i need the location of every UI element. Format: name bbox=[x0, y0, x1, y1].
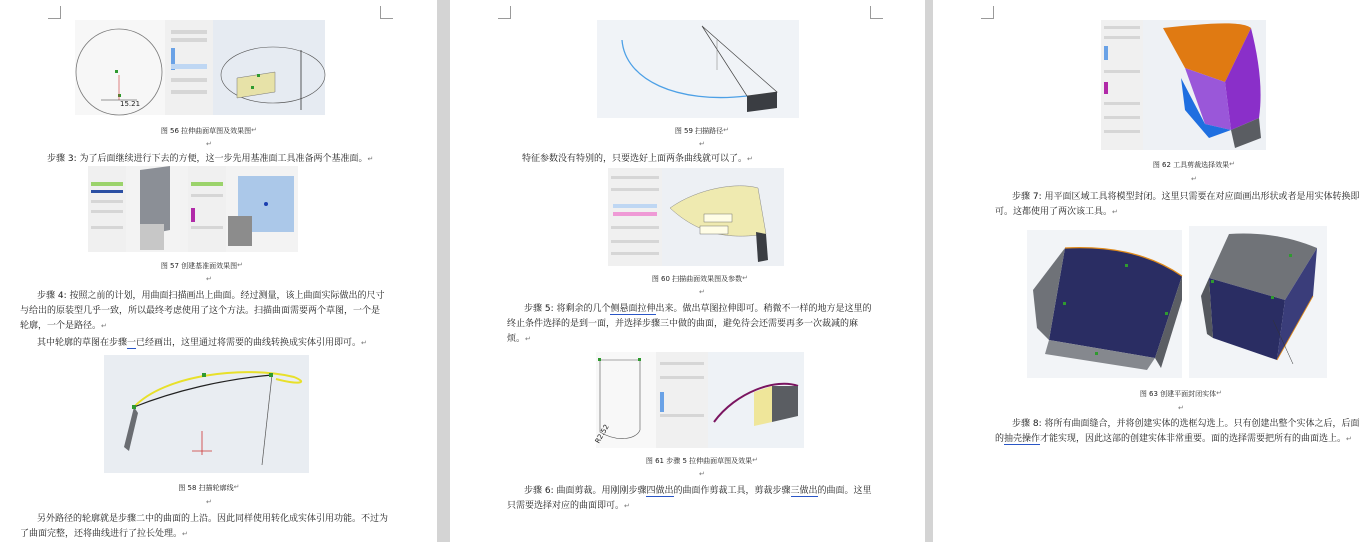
figure-60-image[interactable] bbox=[608, 168, 784, 266]
figure-57-caption: 图 57 创建基准面效果图 ↵ bbox=[160, 261, 244, 270]
paragraph-mark: ↵ bbox=[699, 288, 705, 296]
step-6-paragraph: 步骤 6: 曲面剪裁。用刚刚步骤四做出的曲面作剪裁工具，剪裁步骤三做出的曲面。这里只需要选择对应的曲面即可。↵ bbox=[507, 486, 872, 511]
figure-58-svg bbox=[104, 355, 309, 473]
figure-63-left-svg bbox=[1027, 230, 1182, 378]
path-paragraph: 另外路径的轮廓就是步骤二中的曲面的上沿。因此同样使用转化成实体引用功能。不过为了曲面完整，还将曲线进行了拉长处理。↵ bbox=[20, 514, 389, 539]
figure-63-image-left[interactable] bbox=[1027, 230, 1182, 378]
paragraph-mark: ↵ bbox=[206, 275, 212, 283]
paragraph-mark: ↵ bbox=[206, 140, 212, 148]
crop-mark bbox=[48, 6, 61, 19]
figure-63-right-svg bbox=[1189, 226, 1327, 378]
step-8-paragraph: 步骤 8: 将所有曲面缝合，并将创建实体的选框勾选上。只有创建出整个实体之后，后面的抽壳操作才能实现，因此这部的创建实体非常重要。面的选择需要把所有的曲面选上。↵ bbox=[995, 419, 1360, 444]
step-reference-link[interactable]: 四做出 bbox=[646, 486, 674, 496]
paragraph-mark: ↵ bbox=[1191, 175, 1197, 183]
dimension-label: R2.52 bbox=[593, 423, 611, 445]
figure-58-image[interactable] bbox=[104, 355, 309, 473]
figure-63-caption: 图 63 创建平面封闭实体 ↵ bbox=[1139, 389, 1223, 398]
figure-58-caption: 图 58 扫描轮廓线 ↵ bbox=[178, 483, 240, 492]
figure-61-svg bbox=[593, 352, 804, 448]
figure-56-svg bbox=[75, 20, 325, 115]
crop-mark bbox=[498, 6, 511, 19]
step-4-continuation: 其中轮廓的草图在步骤一已经画出，这里通过将需要的曲线转换成实体引用即可。↵ bbox=[37, 338, 367, 348]
step-reference-link[interactable]: 一 bbox=[127, 338, 137, 348]
paragraph-mark: ↵ bbox=[699, 140, 705, 148]
feature-paragraph: 特征参数没有特别的，只要选好上面两条曲线就可以了。↵ bbox=[522, 154, 753, 164]
step-reference-link[interactable]: 三做出 bbox=[790, 486, 818, 496]
figure-60-svg bbox=[608, 168, 784, 266]
step-reference-link[interactable]: 抽壳操作 bbox=[1004, 434, 1041, 444]
figure-59-svg bbox=[597, 20, 799, 118]
document-page-3 bbox=[933, 0, 1368, 542]
figure-59-caption: 图 59 扫描路径 ↵ bbox=[674, 126, 730, 135]
figure-62-caption: 图 62 工具剪裁选择效果 ↵ bbox=[1152, 160, 1236, 169]
figure-60-caption: 图 60 扫描曲面效果图及参数 ↵ bbox=[651, 274, 749, 283]
dimension-label: 15.21 bbox=[120, 100, 141, 108]
figure-62-svg bbox=[1101, 20, 1266, 150]
paragraph-mark: ↵ bbox=[206, 498, 212, 506]
crop-mark bbox=[380, 6, 393, 19]
step-reference-link[interactable]: 侧悬面拉伸 bbox=[610, 304, 656, 314]
figure-59-image[interactable] bbox=[597, 20, 799, 118]
step-7-paragraph: 步骤 7: 用平面区域工具将模型封闭。这里只需要在对应面画出形状或者是用实体转换即可。这都使用了两次该工具。↵ bbox=[995, 192, 1360, 217]
crop-mark bbox=[870, 6, 883, 19]
figure-61-image[interactable] bbox=[593, 352, 804, 448]
crop-mark bbox=[981, 6, 994, 19]
figure-62-image[interactable] bbox=[1101, 20, 1266, 150]
figure-57-image[interactable] bbox=[88, 166, 298, 252]
figure-63-image-right[interactable] bbox=[1189, 226, 1327, 378]
document-page-1 bbox=[0, 0, 437, 542]
step-5-paragraph: 步骤 5: 将剩余的几个侧悬面拉伸出来。做出草图拉伸即可。稍微不一样的地方是这里的终止条件选择的是到一面，并选择步骤三中做的曲面，避免待会还需要再多一次裁减的麻烦。↵ bbox=[507, 304, 872, 344]
figure-56-caption: 图 56 拉伸曲面草图及效果图 ↵ bbox=[160, 126, 258, 135]
document-page-2 bbox=[450, 0, 925, 542]
figure-61-caption: 图 61 步骤 5 拉伸曲面草图及效果 ↵ bbox=[645, 456, 759, 465]
paragraph-mark: ↵ bbox=[1178, 404, 1184, 412]
figure-57-svg bbox=[88, 166, 298, 252]
step-3-paragraph: 步骤 3: 为了后面继续进行下去的方便，这一步先用基准面工具准备两个基准面。↵ bbox=[47, 154, 374, 164]
figure-56-image[interactable] bbox=[75, 20, 325, 115]
step-4-paragraph: 步骤 4: 按照之前的计划，用曲面扫描画出上曲面。经过测量，该上曲面实际做出的尺寸与给出的原装型几乎一致，所以最终考虑使用了这个方法。扫描曲面需要两个草图，一个是轮廓，一个是路径。↵ bbox=[20, 291, 385, 331]
paragraph-mark: ↵ bbox=[699, 470, 705, 478]
